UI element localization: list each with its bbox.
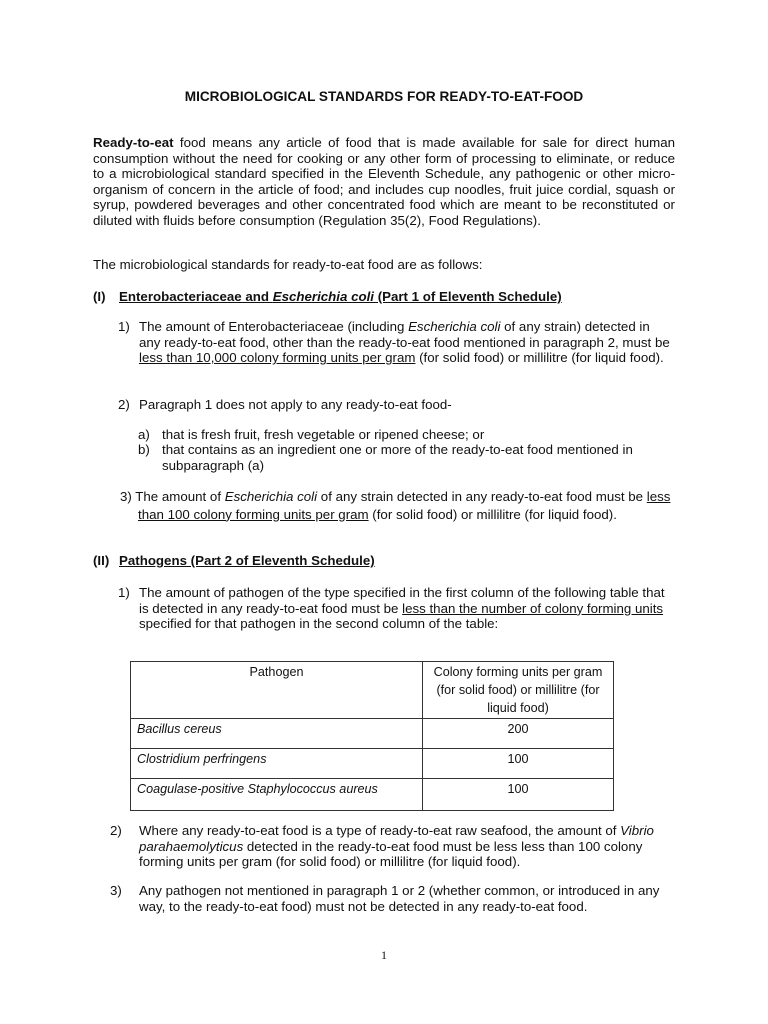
s1-item2-text — [139, 397, 452, 413]
s2-item2-number: 2) — [110, 823, 122, 838]
text-run: Escherichia coli — [224, 489, 318, 504]
s1-item3-text — [120, 488, 683, 523]
s2-item3-number: 3) — [110, 883, 122, 898]
text-run: Escherichia coli — [272, 289, 374, 304]
s1-item1-text — [139, 319, 674, 366]
lead-paragraph: The microbiological standards for ready-to-eat food are as follows: — [93, 257, 483, 272]
sub-a-text — [162, 427, 484, 443]
text-run: (for solid food) or millilitre (for liquid food). — [415, 350, 664, 366]
text-run: The amount of Enterobacteriaceae (including — [139, 319, 409, 334]
text-run: 3) The amount of — [120, 489, 225, 504]
text-run: that contains as an ingredient one or more of the ready-to-eat food mentioned in subparagraph (a) — [162, 442, 633, 473]
cfu-value: 200 — [423, 719, 614, 749]
pathogen-table — [130, 661, 614, 811]
s2-item1-number: 1) — [118, 585, 130, 600]
section-2-heading — [119, 553, 375, 569]
sub-b-label: b) — [138, 442, 150, 457]
header-pathogen: Pathogen — [131, 662, 423, 719]
text-run: food means any article of food that is made available for sale for direct human consumption without the need for cooking or any other form of processing to eliminate, or reduce to a microbiological standard specified in the Eleventh Schedule, any pathogenic or other micro-organism of concern in the article of food; and includes cup noodles, fruit juice cordial, squash or syrup, powdered beverages and other concentrated food which are meant to be reconstituted or diluted with fluids before consumption (Regulation 35(2), Food Regulations). — [93, 135, 675, 228]
text-run: Enterobacteriaceae and — [119, 289, 273, 304]
text-run: Escherichia coli — [408, 319, 501, 334]
table-row — [131, 719, 614, 749]
text-run: specified for that pathogen in the second column of the table: — [139, 616, 499, 632]
text-run: of any strain) detected in any ready-to-eat food, other than the ready-to-eat food mentioned in paragraph 2, must be — [139, 319, 670, 350]
s2-item1-text — [139, 585, 674, 632]
text-run: less than the number of colony forming units — [402, 600, 664, 616]
text-run: Where any ready-to-eat food is a type of ready-to-eat raw seafood, the amount of — [139, 823, 621, 838]
s2-item3-text — [139, 883, 674, 914]
text-run: that is fresh fruit, fresh vegetable or ripened cheese; or — [162, 427, 485, 442]
text-run: Pathogens (Part 2 of Eleventh Schedule) — [119, 553, 375, 568]
table-row — [131, 779, 614, 811]
s1-item1-number: 1) — [118, 319, 130, 334]
document-title: MICROBIOLOGICAL STANDARDS FOR READY-TO-EAT-FOOD — [184, 89, 584, 104]
table-row — [131, 749, 614, 779]
text-run: less than 100 colony forming units per gram — [138, 489, 671, 522]
sub-b-text — [162, 442, 672, 473]
page-number: 1 — [381, 948, 387, 962]
text-run: less than 10,000 colony forming units per gram — [139, 350, 416, 366]
pathogen-name: Bacillus cereus — [137, 722, 222, 736]
table-header-row — [131, 662, 614, 719]
sub-a-label: a) — [138, 427, 150, 442]
header-cfu: Colony forming units per gram (for solid food) or millilitre (for liquid food) — [423, 662, 614, 719]
s1-item2-number: 2) — [118, 397, 130, 412]
text-run: detected in the ready-to-eat food must be less less than 100 colony forming units per gram (for solid food) or millilitre (for liquid food). — [139, 838, 643, 870]
definition-paragraph — [93, 135, 675, 229]
pathogen-name: Coagulase-positive Staphylococcus aureus — [137, 782, 378, 796]
text-run: Paragraph 1 does not apply to any ready-to-eat food- — [139, 397, 452, 412]
text-run: (Part 1 of Eleventh Schedule) — [374, 289, 562, 304]
text-run: Ready-to-eat — [93, 135, 174, 150]
text-run: (for solid food) or millilitre (for liquid food). — [368, 506, 617, 522]
s2-item2-text — [139, 823, 674, 870]
section-1-heading — [119, 289, 562, 305]
cfu-value: 100 — [423, 749, 614, 779]
text-run: Any pathogen not mentioned in paragraph 1 or 2 (whether common, or introduced in any way, to the ready-to-eat food) must not be detected in any ready-to-eat food. — [139, 883, 660, 914]
pathogen-name: Clostridium perfringens — [137, 752, 267, 766]
section-1-number: (I) — [93, 289, 106, 304]
text-run: of any strain detected in any ready-to-eat food must be — [317, 489, 647, 504]
text-run: Vibrio parahaemolyticus — [139, 823, 654, 854]
text-run: The amount of pathogen of the type specified in the first column of the following table that is detected in any ready-to-eat food must be — [139, 585, 665, 616]
section-2-number: (II) — [93, 553, 110, 568]
cfu-value: 100 — [423, 779, 614, 811]
